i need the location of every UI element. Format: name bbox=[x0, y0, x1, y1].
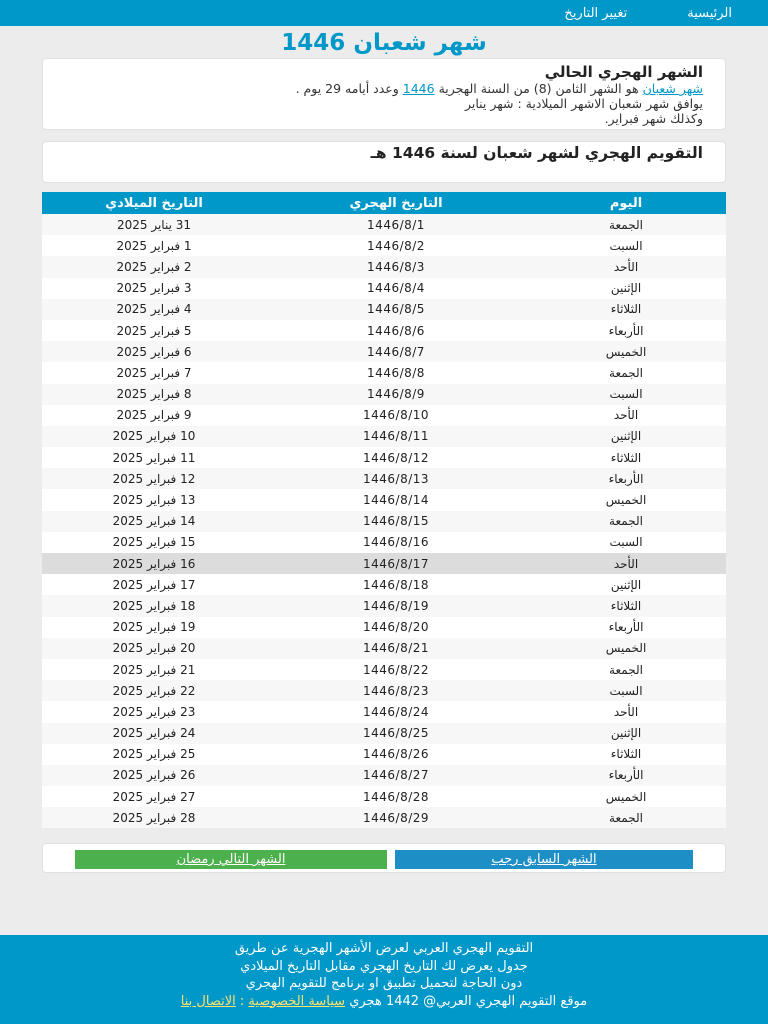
cell-day: الخميس bbox=[526, 786, 726, 807]
cell-hijri-date: 1446/8/16 bbox=[266, 532, 526, 553]
table-row bbox=[42, 638, 726, 659]
cell-hijri-date: 1446/8/11 bbox=[266, 426, 526, 447]
cell-hijri-date: 1446/8/25 bbox=[266, 723, 526, 744]
cell-gregorian-date: 10 فبراير 2025 bbox=[42, 426, 266, 447]
cell-hijri-date: 1446/8/7 bbox=[266, 341, 526, 362]
nav-change-date-link[interactable]: تغيير التاريخ bbox=[564, 5, 628, 21]
cell-day: الأحد bbox=[526, 701, 726, 722]
contact-us-link[interactable]: الاتصال بنا bbox=[180, 993, 236, 1009]
table-row bbox=[42, 468, 726, 489]
cell-hijri-date: 1446/8/17 bbox=[266, 553, 526, 574]
month-link[interactable]: شهر شعبان bbox=[642, 81, 703, 96]
footer-separator: : bbox=[235, 993, 249, 1009]
months-correspondence-line: يوافق شهر شعبان الاشهر الميلادية : شهر يناير bbox=[464, 96, 703, 111]
cell-day: الأربعاء bbox=[526, 320, 726, 341]
cell-hijri-date: 1446/8/18 bbox=[266, 574, 526, 595]
cell-day: الخميس bbox=[526, 341, 726, 362]
cell-hijri-date: 1446/8/20 bbox=[266, 617, 526, 638]
current-month-heading: الشهر الهجري الحالي bbox=[544, 63, 703, 81]
cell-day: الجمعة bbox=[526, 807, 726, 828]
cell-gregorian-date: 25 فبراير 2025 bbox=[42, 744, 266, 765]
cell-gregorian-date: 5 فبراير 2025 bbox=[42, 320, 266, 341]
cell-day: الأربعاء bbox=[526, 765, 726, 786]
cell-day: السبت bbox=[526, 235, 726, 256]
table-row bbox=[42, 341, 726, 362]
cell-day: الثلاثاء bbox=[526, 744, 726, 765]
cell-day: السبت bbox=[526, 384, 726, 405]
cell-day: الأربعاء bbox=[526, 468, 726, 489]
table-row bbox=[42, 384, 726, 405]
cell-hijri-date: 1446/8/28 bbox=[266, 786, 526, 807]
header-day: اليوم bbox=[526, 192, 726, 214]
cell-gregorian-date: 17 فبراير 2025 bbox=[42, 574, 266, 595]
cell-gregorian-date: 23 فبراير 2025 bbox=[42, 701, 266, 722]
footer-line-4 bbox=[50, 993, 718, 1011]
cell-gregorian-date: 11 فبراير 2025 bbox=[42, 447, 266, 468]
table-row bbox=[42, 489, 726, 510]
table-row bbox=[42, 532, 726, 553]
cell-gregorian-date: 14 فبراير 2025 bbox=[42, 511, 266, 532]
cell-hijri-date: 1446/8/14 bbox=[266, 489, 526, 510]
table-row bbox=[42, 235, 726, 256]
cell-day: السبت bbox=[526, 680, 726, 701]
cell-day: الجمعة bbox=[526, 362, 726, 383]
cell-hijri-date: 1446/8/23 bbox=[266, 680, 526, 701]
cell-hijri-date: 1446/8/24 bbox=[266, 701, 526, 722]
cell-hijri-date: 1446/8/21 bbox=[266, 638, 526, 659]
cell-day: الإثنين bbox=[526, 574, 726, 595]
calendar-table-body bbox=[42, 214, 726, 828]
cell-gregorian-date: 7 فبراير 2025 bbox=[42, 362, 266, 383]
cell-gregorian-date: 3 فبراير 2025 bbox=[42, 278, 266, 299]
cell-day: الثلاثاء bbox=[526, 447, 726, 468]
previous-month-button[interactable]: الشهر السابق رجب bbox=[395, 850, 693, 869]
table-row bbox=[42, 659, 726, 680]
current-month-card bbox=[42, 58, 726, 130]
table-row bbox=[42, 807, 726, 828]
cell-gregorian-date: 18 فبراير 2025 bbox=[42, 595, 266, 616]
cell-hijri-date: 1446/8/8 bbox=[266, 362, 526, 383]
footer-line-3: دون الحاجة لتحميل تطبيق او برنامج للتقويم الهجري bbox=[245, 976, 523, 991]
footer-line-1: التقويم الهجري العربي لعرض الأشهر الهجرية عن طريق bbox=[234, 941, 534, 956]
calendar-table bbox=[42, 192, 726, 828]
cell-gregorian-date: 8 فبراير 2025 bbox=[42, 384, 266, 405]
cell-hijri-date: 1446/8/22 bbox=[266, 659, 526, 680]
description-line2: وعدد أيامه 29 يوم . bbox=[295, 81, 403, 96]
table-row bbox=[42, 426, 726, 447]
cell-gregorian-date: 21 فبراير 2025 bbox=[42, 659, 266, 680]
cell-hijri-date: 1446/8/2 bbox=[266, 235, 526, 256]
table-row bbox=[42, 405, 726, 426]
cell-hijri-date: 1446/8/19 bbox=[266, 595, 526, 616]
cell-day: الإثنين bbox=[526, 723, 726, 744]
cell-gregorian-date: 27 فبراير 2025 bbox=[42, 786, 266, 807]
cell-hijri-date: 1446/8/4 bbox=[266, 278, 526, 299]
nav-home-link[interactable]: الرئيسية bbox=[687, 5, 732, 21]
cell-day: الجمعة bbox=[526, 659, 726, 680]
month-navigation-card bbox=[42, 843, 726, 873]
table-row bbox=[42, 595, 726, 616]
cell-hijri-date: 1446/8/26 bbox=[266, 744, 526, 765]
cell-day: الإثنين bbox=[526, 278, 726, 299]
table-row bbox=[42, 680, 726, 701]
cell-day: الخميس bbox=[526, 638, 726, 659]
cell-gregorian-date: 2 فبراير 2025 bbox=[42, 256, 266, 277]
table-row bbox=[42, 786, 726, 807]
cell-day: الخميس bbox=[526, 489, 726, 510]
cell-hijri-date: 1446/8/15 bbox=[266, 511, 526, 532]
table-row bbox=[42, 320, 726, 341]
cell-gregorian-date: 22 فبراير 2025 bbox=[42, 680, 266, 701]
year-link[interactable]: 1446 bbox=[402, 81, 435, 96]
table-row bbox=[42, 362, 726, 383]
cell-hijri-date: 1446/8/10 bbox=[266, 405, 526, 426]
cell-hijri-date: 1446/8/29 bbox=[266, 807, 526, 828]
table-row bbox=[42, 765, 726, 786]
footer-line-2: جدول يعرض لك التاريخ الهجري مقابل التاريخ الميلادي bbox=[240, 958, 528, 974]
table-row bbox=[42, 278, 726, 299]
table-row bbox=[42, 256, 726, 277]
table-row bbox=[42, 701, 726, 722]
header-hijri-date: التاريخ الهجري bbox=[266, 192, 526, 214]
cell-gregorian-date: 4 فبراير 2025 bbox=[42, 299, 266, 320]
cell-day: الجمعة bbox=[526, 214, 726, 235]
description-line1: هو الشهر الثامن (8) من السنة الهجرية bbox=[438, 81, 643, 96]
table-row bbox=[42, 574, 726, 595]
table-header-row bbox=[42, 192, 726, 214]
current-month-description bbox=[65, 81, 703, 96]
cell-day: الأحد bbox=[526, 405, 726, 426]
cell-day: السبت bbox=[526, 532, 726, 553]
cell-gregorian-date: 9 فبراير 2025 bbox=[42, 405, 266, 426]
cell-gregorian-date: 28 فبراير 2025 bbox=[42, 807, 266, 828]
cell-hijri-date: 1446/8/5 bbox=[266, 299, 526, 320]
cell-hijri-date: 1446/8/12 bbox=[266, 447, 526, 468]
cell-gregorian-date: 1 فبراير 2025 bbox=[42, 235, 266, 256]
table-row bbox=[42, 617, 726, 638]
cell-day: الأحد bbox=[526, 553, 726, 574]
cell-gregorian-date: 20 فبراير 2025 bbox=[42, 638, 266, 659]
cell-day: الثلاثاء bbox=[526, 595, 726, 616]
cell-gregorian-date: 15 فبراير 2025 bbox=[42, 532, 266, 553]
top-nav-bar bbox=[0, 0, 768, 26]
next-month-button[interactable]: الشهر التالي رمضان bbox=[75, 850, 387, 869]
cell-gregorian-date: 31 يناير 2025 bbox=[42, 214, 266, 235]
cell-gregorian-date: 24 فبراير 2025 bbox=[42, 723, 266, 744]
cell-day: الإثنين bbox=[526, 426, 726, 447]
calendar-table-wrapper bbox=[42, 192, 726, 828]
table-row bbox=[42, 744, 726, 765]
cell-day: الأحد bbox=[526, 256, 726, 277]
cell-gregorian-date: 26 فبراير 2025 bbox=[42, 765, 266, 786]
table-row bbox=[42, 553, 726, 574]
calendar-title-card bbox=[42, 141, 726, 183]
table-row bbox=[42, 511, 726, 532]
cell-day: الأربعاء bbox=[526, 617, 726, 638]
cell-gregorian-date: 16 فبراير 2025 bbox=[42, 553, 266, 574]
cell-hijri-date: 1446/8/13 bbox=[266, 468, 526, 489]
privacy-policy-link[interactable]: سياسة الخصوصية bbox=[248, 993, 346, 1009]
cell-hijri-date: 1446/8/6 bbox=[266, 320, 526, 341]
cell-hijri-date: 1446/8/9 bbox=[266, 384, 526, 405]
header-gregorian-date: التاريخ الميلادي bbox=[42, 192, 266, 214]
cell-day: الجمعة bbox=[526, 511, 726, 532]
cell-hijri-date: 1446/8/27 bbox=[266, 765, 526, 786]
table-row bbox=[42, 723, 726, 744]
cell-gregorian-date: 6 فبراير 2025 bbox=[42, 341, 266, 362]
footer-copyright: موقع التقويم الهجري العربي@ 1442 هجري bbox=[349, 993, 588, 1009]
cell-gregorian-date: 12 فبراير 2025 bbox=[42, 468, 266, 489]
cell-gregorian-date: 19 فبراير 2025 bbox=[42, 617, 266, 638]
page-title: شهر شعبان 1446 bbox=[281, 30, 487, 56]
cell-day: الثلاثاء bbox=[526, 299, 726, 320]
table-row bbox=[42, 299, 726, 320]
cell-hijri-date: 1446/8/1 bbox=[266, 214, 526, 235]
site-footer bbox=[0, 935, 768, 1024]
cell-hijri-date: 1446/8/3 bbox=[266, 256, 526, 277]
table-row bbox=[42, 447, 726, 468]
calendar-title: التقويم الهجري لشهر شعبان لسنة 1446 هـ bbox=[370, 144, 703, 162]
months-correspondence-line2: وكذلك شهر فبراير. bbox=[604, 111, 703, 126]
table-row bbox=[42, 214, 726, 235]
cell-gregorian-date: 13 فبراير 2025 bbox=[42, 489, 266, 510]
